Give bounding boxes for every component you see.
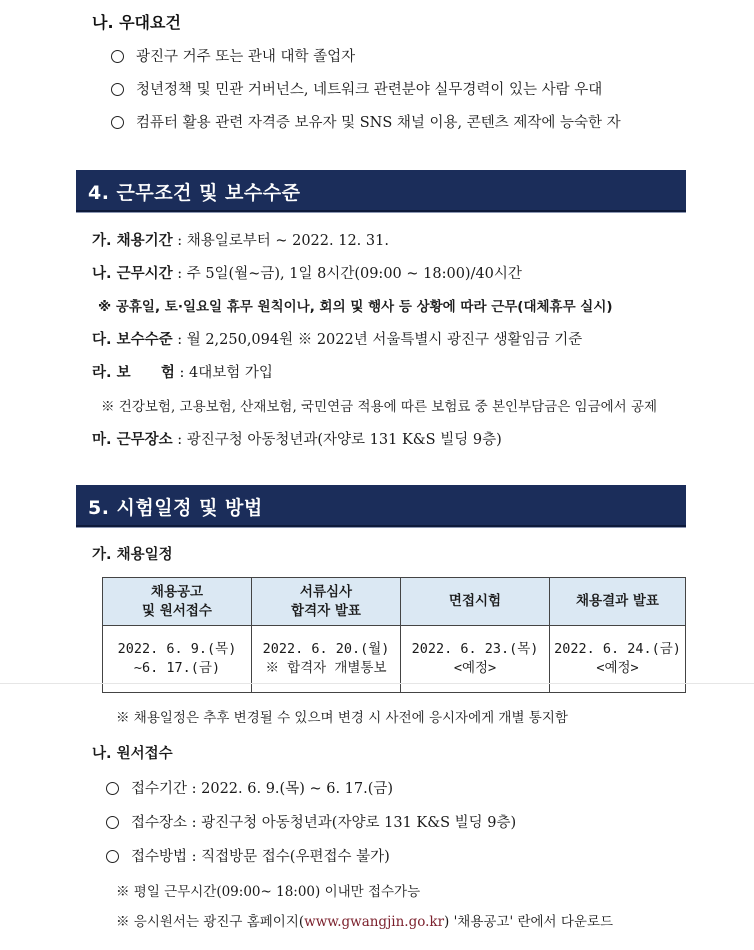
workplace-row <box>92 428 502 449</box>
table-cell: 2022. 6. 23.(목) <예정> <box>401 626 550 693</box>
table-cell: 2022. 6. 20.(월) ※ 합격자 개별통보 <box>252 626 401 693</box>
working-hours-row <box>92 262 522 283</box>
application-item: 접수방법 : 직접방문 접수(우편접수 불가) <box>106 845 390 866</box>
bullet-circle-icon <box>111 50 124 63</box>
bullet-circle-icon <box>106 816 119 829</box>
schedule-heading: 가. 채용일정 <box>92 547 173 563</box>
row-label: 나. 근무시간 <box>92 266 173 282</box>
row-label: 가. 채용기간 <box>92 233 173 249</box>
bullet-circle-icon <box>111 116 124 129</box>
application-item: 접수기간 : 2022. 6. 9.(목) ~ 6. 17.(금) <box>106 777 393 798</box>
section-banner-exam-schedule <box>76 485 686 527</box>
application-item: 접수장소 : 광진구청 아동청년과(자양로 131 K&S 빌딩 9층) <box>106 811 516 832</box>
salary-row <box>92 328 582 349</box>
bullet-circle-icon <box>111 83 124 96</box>
schedule-note: ※ 채용일정은 추후 변경될 수 있으며 변경 시 사전에 응시자에게 개별 통지함 <box>116 710 568 726</box>
table-cell: 2022. 6. 24.(금) <예정> <box>550 626 686 693</box>
row-label: 마. 근무장소 <box>92 432 173 448</box>
application-note-download: ※ 응시원서는 광진구 홈페이지(www.gwangjin.go.kr) '채용공고' 란에서 다운로드 <box>116 914 614 930</box>
homepage-link[interactable]: www.gwangjin.go.kr <box>304 914 445 930</box>
employment-period-row <box>92 229 389 250</box>
bullet-circle-icon <box>106 782 119 795</box>
insurance-row <box>92 361 273 382</box>
row-value: : 월 2,250,094원 ※ 2022년 서울특별시 광진구 생활임금 기준 <box>177 332 583 348</box>
row-value: : 채용일로부터 ~ 2022. 12. 31. <box>177 233 389 249</box>
application-note-hours: ※ 평일 근무시간(09:00~ 18:00) 이내만 접수가능 <box>116 884 421 900</box>
section-title: 4. 근무조건 및 보수수준 <box>88 182 301 204</box>
table-cell: 2022. 6. 9.(목) ~6. 17.(금) <box>103 626 252 693</box>
preference-heading: 나. 우대요건 <box>92 13 181 32</box>
section-title: 5. 시험일정 및 방법 <box>88 497 263 519</box>
row-value: : 광진구청 아동청년과(자양로 131 K&S 빌딩 9층) <box>177 432 502 448</box>
row-value: : 주 5일(월~금), 1일 8시간(09:00 ~ 18:00)/40시간 <box>177 266 522 282</box>
table-header: 서류심사 합격자 발표 <box>252 578 401 626</box>
application-heading: 나. 원서접수 <box>92 746 173 762</box>
preference-item: 광진구 거주 또는 관내 대학 졸업자 <box>111 45 355 66</box>
bullet-circle-icon <box>106 850 119 863</box>
section-banner-working-conditions <box>76 170 686 212</box>
row-value: : 4대보험 가입 <box>179 365 273 381</box>
preference-item: 컴퓨터 활용 관련 자격증 보유자 및 SNS 채널 이용, 콘텐츠 제작에 능숙한 자 <box>111 111 621 132</box>
schedule-table <box>102 577 686 693</box>
page-divider <box>0 683 754 684</box>
table-header: 채용결과 발표 <box>550 578 686 626</box>
insurance-note: ※ 건강보험, 고용보험, 산재보험, 국민연금 적용에 따른 보험료 중 본인부담금은 임금에서 공제 <box>101 399 658 415</box>
working-hours-note: ※ 공휴일, 토·일요일 휴무 원칙이나, 회의 및 행사 등 상황에 따라 근무(대체휴무 실시) <box>98 299 613 315</box>
row-label: 라. 보 험 <box>92 365 175 381</box>
preference-item: 청년정책 및 민관 거버넌스, 네트워크 관련분야 실무경력이 있는 사람 우대 <box>111 78 602 99</box>
table-header: 면접시험 <box>401 578 550 626</box>
table-header: 채용공고 및 원서접수 <box>103 578 252 626</box>
row-label: 다. 보수수준 <box>92 332 173 348</box>
table-header-row <box>103 578 686 626</box>
